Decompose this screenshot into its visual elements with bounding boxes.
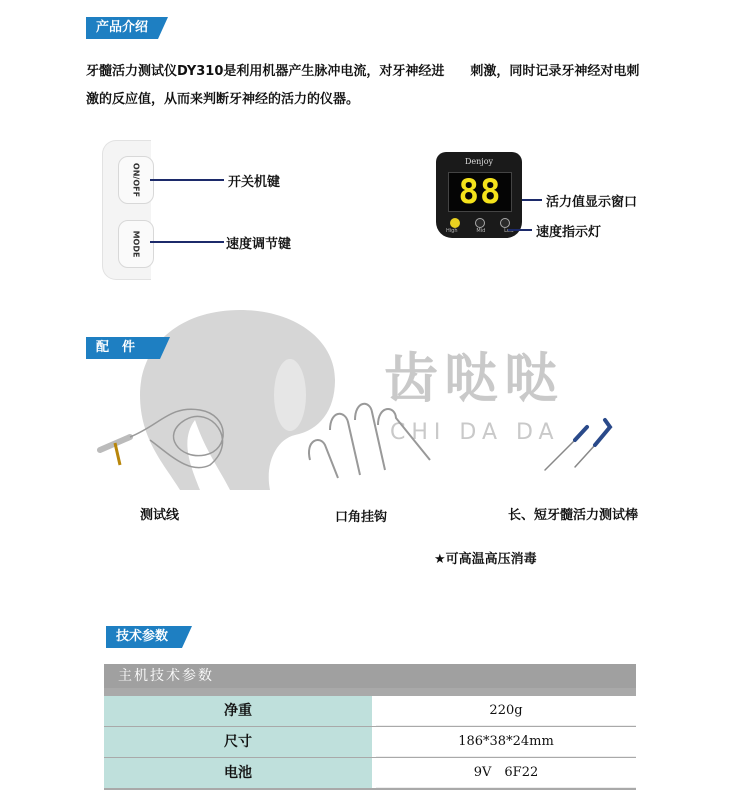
table-row — [104, 727, 636, 757]
display-screen — [448, 172, 512, 212]
mode-key: MODE — [118, 220, 154, 268]
sterilization-note: ★可高温高压消毒 — [434, 552, 537, 567]
callout-line-led — [508, 229, 532, 231]
test-probe-icon — [535, 415, 625, 475]
led-high-icon — [450, 218, 460, 228]
spec-key-battery: 电池 — [104, 758, 376, 788]
callout-mode-label: 速度调节键 — [226, 237, 292, 252]
spec-value-battery: 9V 6F22 — [376, 758, 636, 788]
display-brand: Denjoy — [464, 157, 494, 166]
section-tag-accessories: 配 件 — [86, 337, 160, 359]
accessory-label-hook: 口角挂钩 — [335, 510, 388, 525]
lip-hook-icon — [300, 400, 440, 480]
intro-line-2: 激的反应值，从而来判断牙神经的活力的仪器。 — [86, 92, 360, 107]
intro-line-1: 牙髓活力测试仪DY310是利用机器产生脉冲电流，对牙神经进 刺激，同时记录牙神经对电刺 — [86, 64, 640, 79]
led-label-high: High — [446, 228, 458, 234]
section-tag-tech: 技术参数 — [106, 626, 182, 648]
watermark-en: CHI DA DA — [390, 420, 560, 445]
onoff-key: ON/OFF — [118, 156, 154, 204]
display-unit — [436, 152, 522, 238]
watermark-cn: 齿哒哒 — [384, 347, 564, 410]
led-low-icon — [500, 218, 510, 228]
led-label-low: Low — [504, 228, 514, 234]
accessory-label-probe: 长、短牙髓活力测试棒 — [508, 508, 639, 523]
callout-onoff-label: 开关机键 — [228, 175, 281, 190]
led-mid-icon — [475, 218, 485, 228]
table-row — [104, 758, 636, 788]
spec-key-size: 尺寸 — [104, 727, 376, 757]
callout-line-display — [522, 199, 542, 201]
display-digits: 88 — [458, 172, 502, 212]
table-row — [104, 696, 636, 726]
spec-table-header: 主机技术参数 — [104, 664, 636, 688]
led-label-mid: Mid — [476, 228, 486, 234]
led-labels — [446, 228, 514, 234]
speed-leds — [450, 218, 510, 228]
section-tag-intro: 产品介绍 — [86, 17, 158, 39]
callout-led-label: 速度指示灯 — [536, 225, 602, 240]
accessory-label-cable: 测试线 — [140, 508, 180, 523]
callout-display-label: 活力值显示窗口 — [546, 195, 638, 210]
spec-key-weight: 净重 — [104, 696, 376, 726]
callout-line-onoff — [150, 179, 224, 181]
intro-paragraph — [86, 58, 706, 114]
spec-value-weight: 220g — [376, 696, 636, 726]
callout-line-mode — [150, 241, 224, 243]
test-cable-icon — [90, 395, 240, 475]
spec-value-size: 186*38*24mm — [376, 727, 636, 757]
